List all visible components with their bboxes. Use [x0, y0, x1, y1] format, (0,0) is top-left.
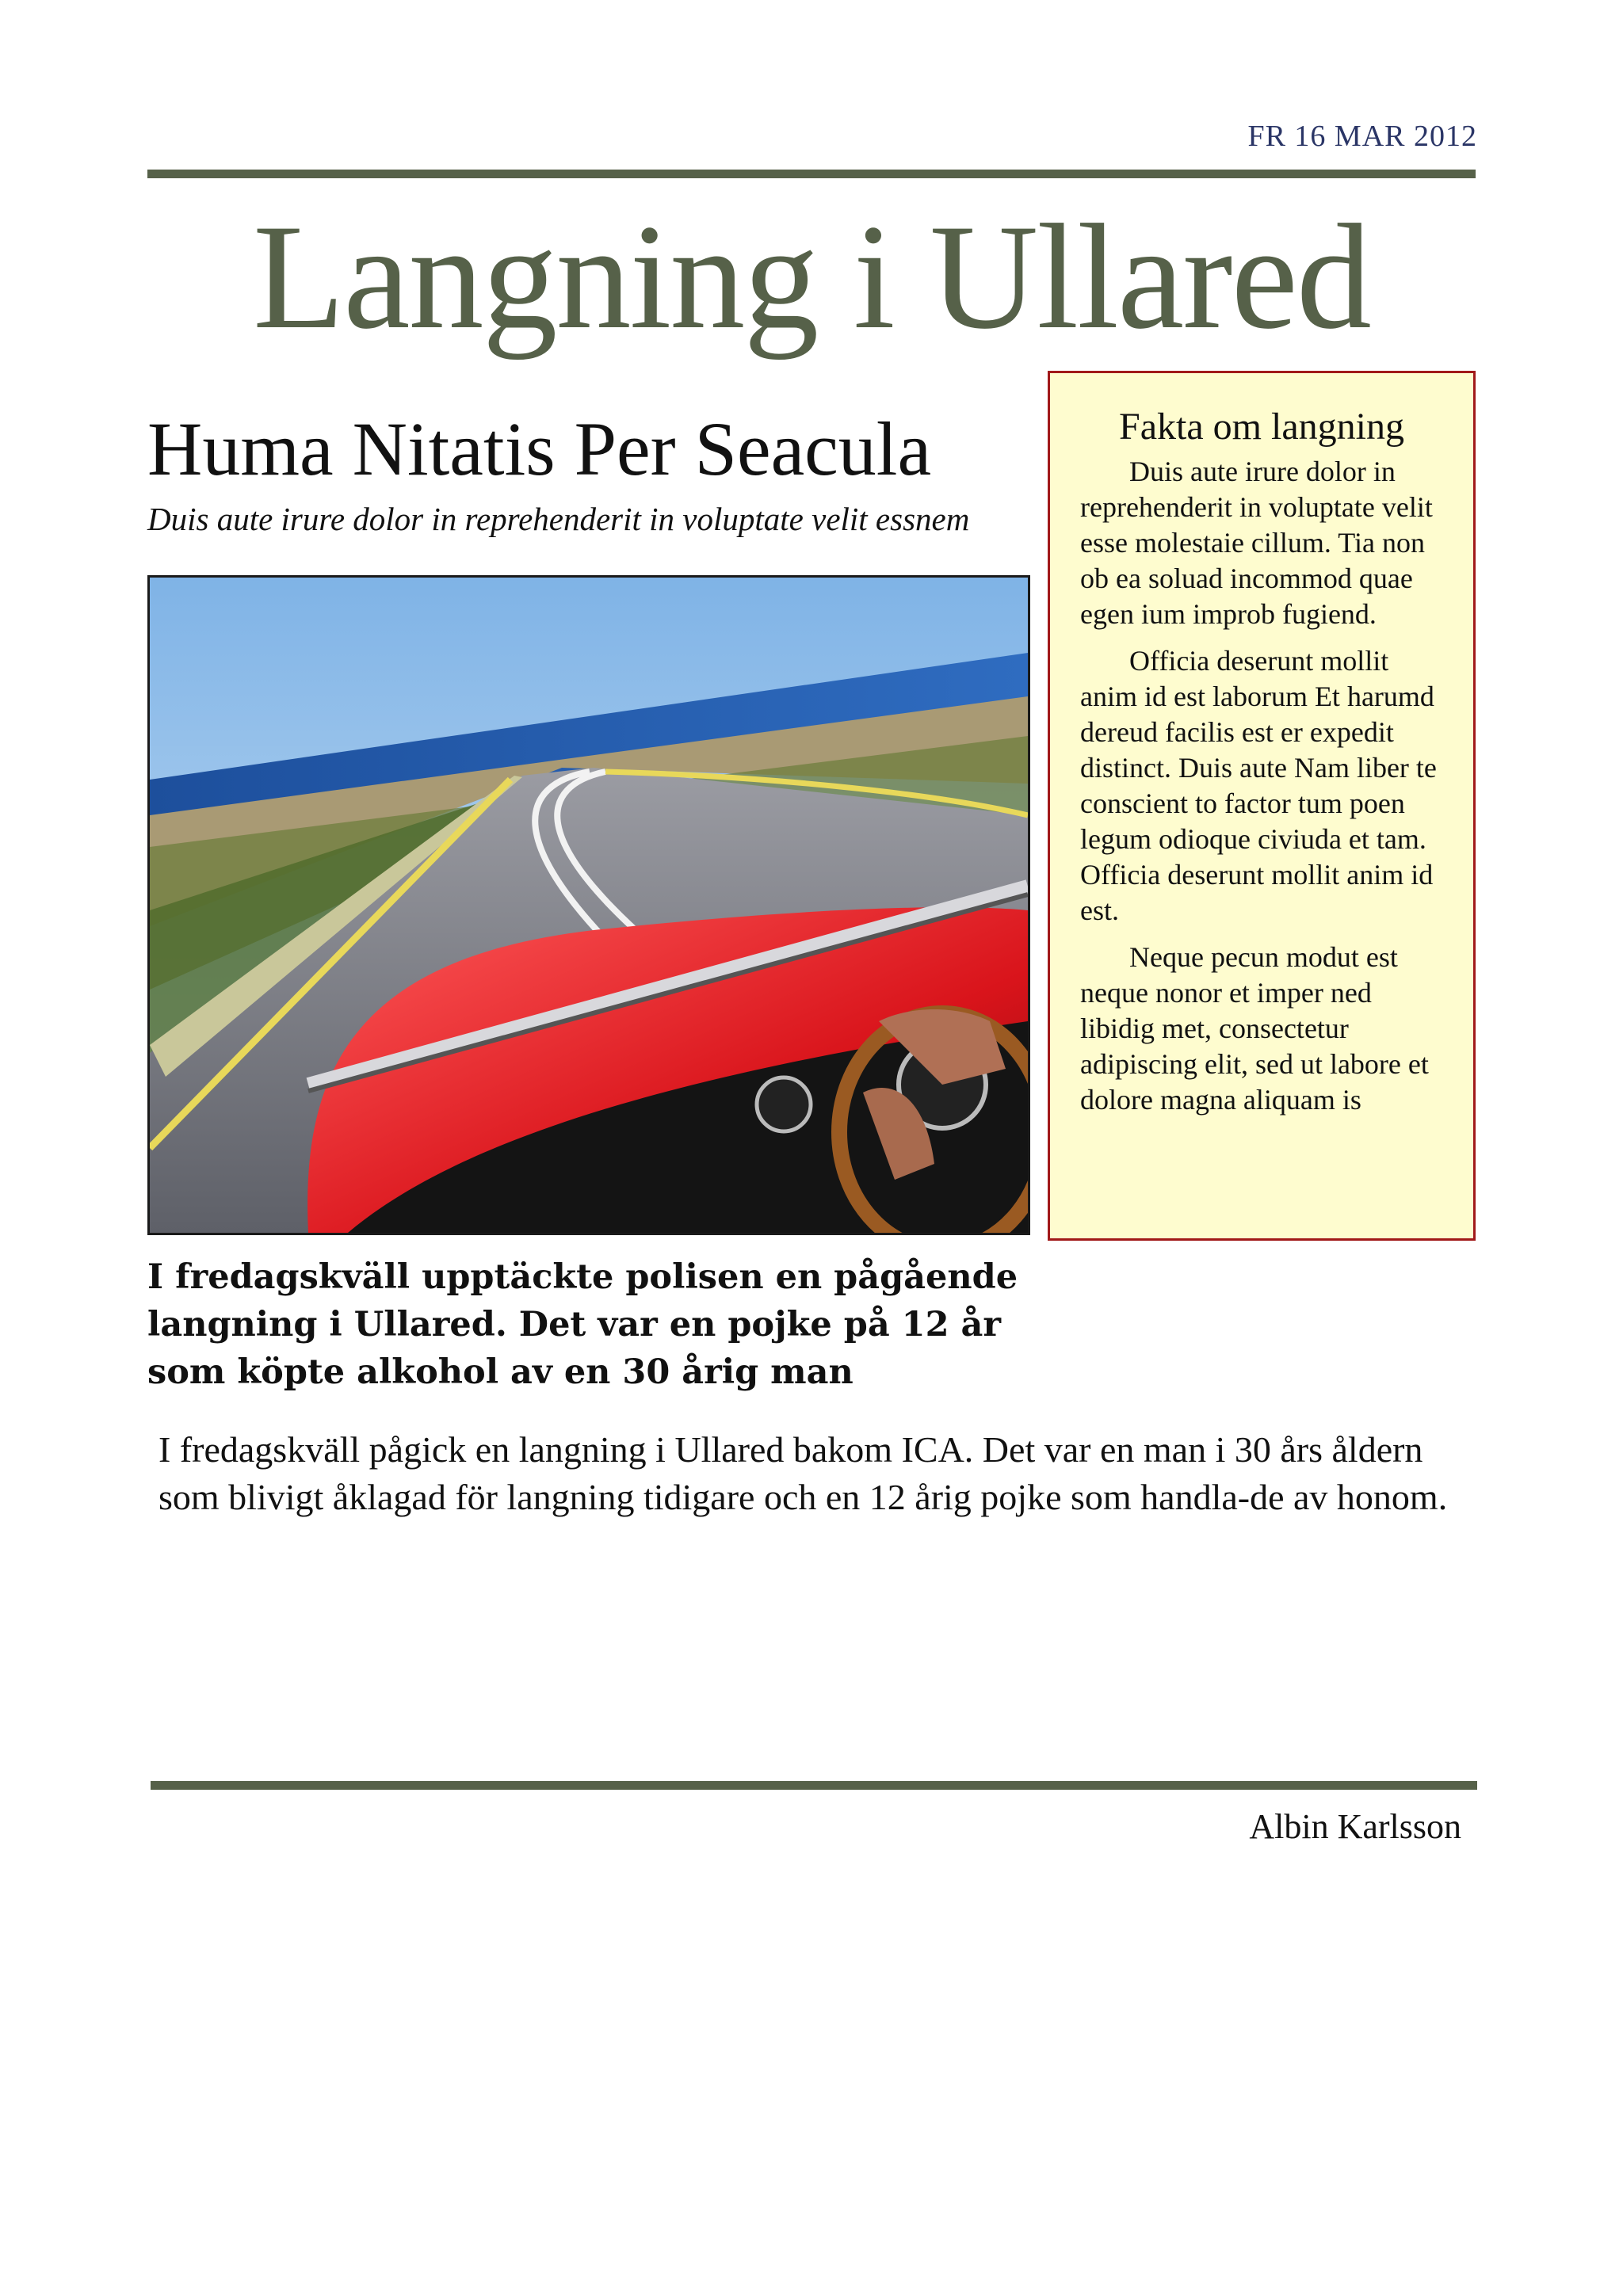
- article-subheadline: Duis aute irure dolor in reprehenderit in voluptate velit essnem: [147, 501, 970, 537]
- author-byline: Albin Karlsson: [1249, 1807, 1461, 1846]
- article-body: I fredagskväll pågick en langning i Ullared bakom ICA. Det var en man i 30 års åldern som blivigt åklagad för langning tidigare och en 12 årig pojke som handla-de av honom.: [158, 1429, 1448, 1517]
- fact-box-paragraph: Officia deserunt mollit anim id est laborum Et harumd dereud facilis est er expedit distinct. Duis aute Nam liber te conscient to factor tum poen legum odioque civiuda et tam. Officia deserunt mollit anim id est.: [1080, 645, 1437, 926]
- top-divider: [147, 170, 1476, 178]
- article-lead: I fredagskväll upptäckte polisen en pågående langning i Ullared. Det var en pojke på 12 år som köpte alkohol av en 30 årig man: [147, 1257, 1018, 1392]
- bottom-divider: [151, 1781, 1477, 1790]
- fact-box: [1048, 371, 1476, 1241]
- fact-box-paragraph: Neque pecun modut est neque nonor et imper ned libidig met, consectetur adipiscing elit, sed ut labore et dolore magna aliquam is: [1080, 941, 1429, 1116]
- fact-box-title: Fakta om langning: [1119, 406, 1404, 448]
- issue-date: FR 16 MAR 2012: [1247, 120, 1477, 153]
- convertible-road-illustration: [150, 578, 1028, 1233]
- article-photo: [147, 575, 1030, 1235]
- masthead-title: Langning i Ullared: [253, 194, 1370, 360]
- fact-box-paragraph: Duis aute irure dolor in reprehenderit in voluptate velit esse molestaie cillum. Tia non ob ea soluad incommod quae egen ium improb fugiend.: [1080, 456, 1433, 630]
- article-headline: Huma Nitatis Per Seacula: [147, 406, 932, 491]
